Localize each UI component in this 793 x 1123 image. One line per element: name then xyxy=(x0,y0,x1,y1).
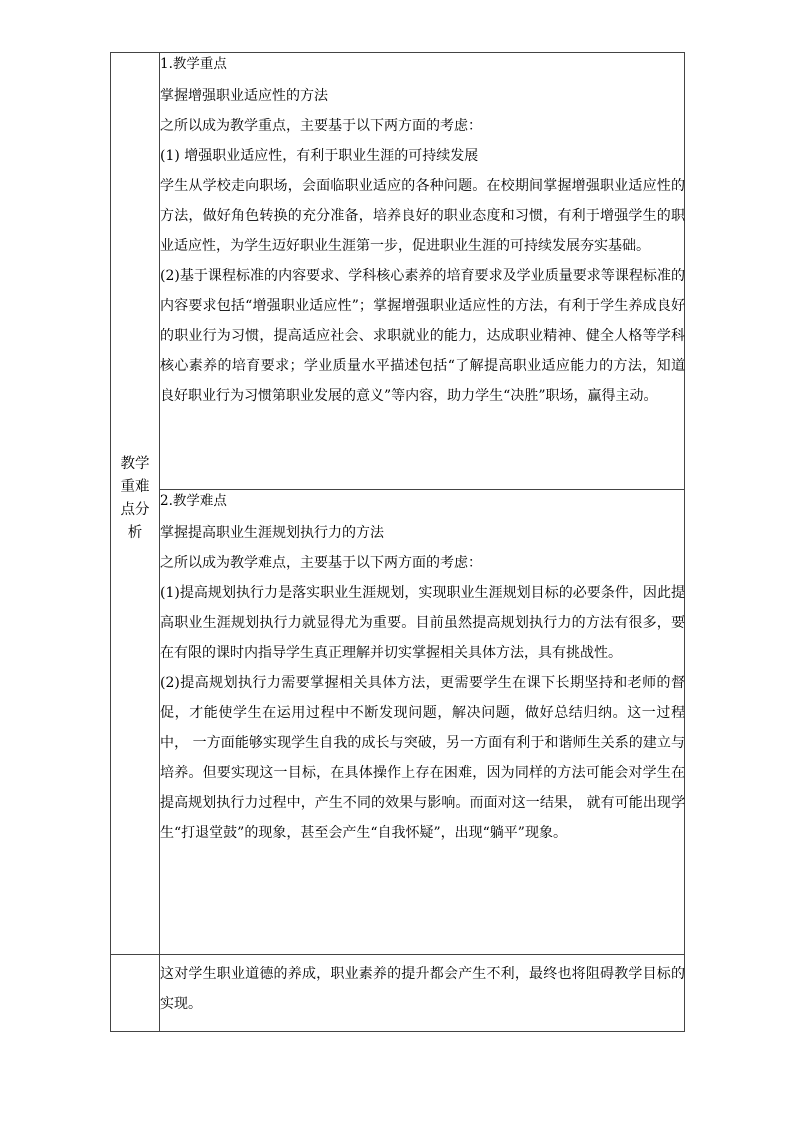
row-divider-footer xyxy=(111,954,684,955)
side-label-line: 析 xyxy=(127,525,143,541)
side-label-line: 点分 xyxy=(120,502,150,518)
section1-heading: 1.教学重点 xyxy=(160,56,227,72)
section2-point1-body: (1)提高规划执行力是落实职业生涯规划，实现职业生涯规划目标的必要条件，因此提高职业生涯规划执行力就显得尤为重要。目前虽然提高规划执行力的方法有很多，要在有限的课时内指导学生真正理解并切实掌握相关具体方法，具有挑战性。 xyxy=(160,585,685,661)
footer-row xyxy=(160,959,685,1019)
section-key-points xyxy=(160,53,685,411)
section1-title: 掌握增强职业适应性的方法 xyxy=(160,88,328,104)
section2-heading: 2.教学难点 xyxy=(160,493,227,509)
side-label-line: 重难 xyxy=(120,479,150,495)
section2-point2-body: (2)提高规划执行力需要掌握相关具体方法，更需要学生在课下长期坚持和老师的督促，才能使学生在运用过程中不断发现问题，解决问题，做好总结归纳。这一过程中， 一方面能够实现学生自我的成长与突破，另一方面有利于和谐师生关系的建立与培养。但要实现这一目标，在具体操作上存在困难，因为同样的方法可能会对学生在提高规划执行力过程中，产生不同的效果与影响。而面对这一结果， 就有可能出现学生“打退堂鼓”的现象，甚至会产生“自我怀疑”，出现“躺平”现象。 xyxy=(160,675,685,841)
section1-point2-body: (2)基于课程标准的内容要求、学科核心素养的培育要求及学业质量要求等课程标准的内容要求包括“增强职业适应性”；掌握增强职业适应性的方法，有利于学生养成良好的职业行为习惯，提高适应社会、求职就业的能力，达成职业精神、健全人格等学科核心素养的培育要求；学业质量水平描述包括“了解提高职业适应能力的方法，知道良好职业行为习惯第职业发展的意义”等内容，助力学生“决胜”职场，赢得主动。 xyxy=(160,268,685,404)
section2-intro: 之所以成为教学难点，主要基于以下两方面的考虑： xyxy=(160,555,482,571)
lesson-table xyxy=(110,52,685,1032)
section1-intro: 之所以成为教学重点，主要基于以下两方面的考虑： xyxy=(160,118,482,134)
side-label-line: 教学 xyxy=(120,456,150,472)
section-difficult-points xyxy=(160,490,685,848)
section1-point1-body: 学生从学校走向职场，会面临职业适应的各种问题。在校期间掌握增强职业适应性的方法，做好角色转换的充分准备，培养良好的职业态度和习惯，有利于增强学生的职业适应性，为学生迈好职业生涯第一步，促进职业生涯的可持续发展夯实基础。 xyxy=(160,178,685,254)
section1-point1-title: (1) 增强职业适应性，有利于职业生涯的可持续发展 xyxy=(160,148,479,164)
side-label-key-difficult-points xyxy=(111,453,159,545)
footer-text: 这对学生职业道德的养成，职业素养的提升都会产生不利，最终也将阻碍教学目标的实现。 xyxy=(160,966,685,1012)
section2-title: 掌握提高职业生涯规划执行力的方法 xyxy=(160,525,384,541)
